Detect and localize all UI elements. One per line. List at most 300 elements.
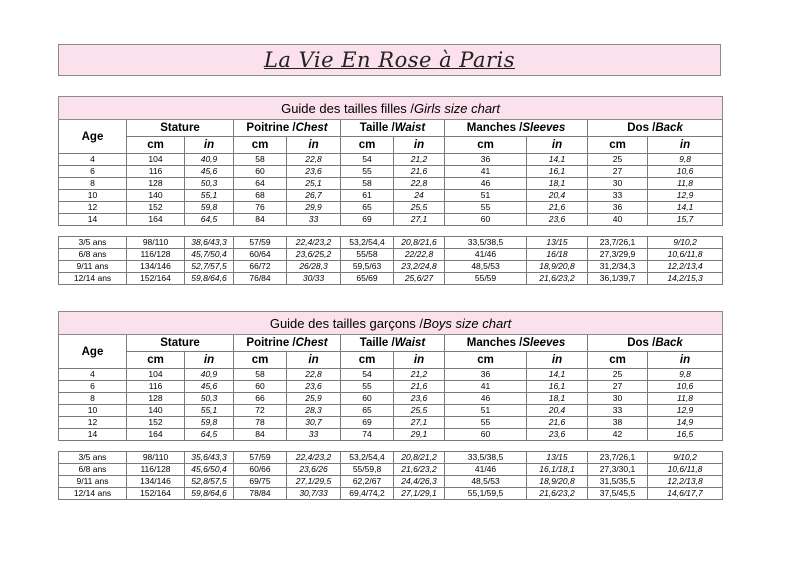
table-cell: 14,1 [527, 369, 588, 381]
header-sleeves [445, 120, 588, 137]
table-cell: 10 [59, 405, 127, 417]
table-cell: 20,4 [527, 405, 588, 417]
table-cell: 45,7/50,4 [185, 249, 234, 261]
table-cell: 28,3 [287, 405, 341, 417]
header-cm: cm [234, 137, 287, 154]
table-cell: 50,3 [185, 178, 234, 190]
table-cell: 41 [445, 381, 527, 393]
table-cell: 9/11 ans [59, 261, 127, 273]
table-cell: 72 [234, 405, 287, 417]
table-row [59, 369, 723, 381]
table-cell: 62,2/67 [341, 476, 394, 488]
table-cell: 128 [127, 393, 185, 405]
table-cell: 55/58 [341, 249, 394, 261]
table-cell: 9/10,2 [648, 237, 723, 249]
table-cell: 64 [234, 178, 287, 190]
table-cell: 27,1/29,1 [394, 488, 445, 500]
table-row [59, 476, 723, 488]
table-cell: 12,9 [648, 190, 723, 202]
header-in: in [648, 137, 723, 154]
table-cell: 55/59 [445, 273, 527, 285]
table-cell: 55/59,8 [341, 464, 394, 476]
table-cell: 76/84 [234, 273, 287, 285]
table-cell: 14,1 [648, 202, 723, 214]
table-cell: 51 [445, 190, 527, 202]
table-cell: 61 [341, 190, 394, 202]
table-cell: 66 [234, 393, 287, 405]
table-cell: 9,8 [648, 369, 723, 381]
header-back-fr: Dos / [627, 337, 656, 349]
table-cell: 164 [127, 429, 185, 441]
table-cell: 12,2/13,8 [648, 476, 723, 488]
table-cell: 31,2/34,3 [588, 261, 648, 273]
table-cell: 140 [127, 190, 185, 202]
table-cell: 23,7/26,1 [588, 237, 648, 249]
chart-title-fr: Guide des tailles garçons / [269, 315, 424, 331]
table-cell: 33 [588, 190, 648, 202]
table-cell: 8 [59, 178, 127, 190]
table-cell: 27,3/30,1 [588, 464, 648, 476]
table-cell: 78 [234, 417, 287, 429]
header-back-en: Back [655, 122, 683, 134]
table-cell: 69 [341, 417, 394, 429]
table-cell: 55,1 [185, 190, 234, 202]
table-cell: 25,9 [287, 393, 341, 405]
table-cell: 16,5 [648, 429, 723, 441]
table-cell: 134/146 [127, 476, 185, 488]
header-waist-fr: Taille / [359, 122, 395, 134]
boys-size-chart [58, 311, 723, 500]
table-cell: 23,6 [394, 393, 445, 405]
table-row [59, 488, 723, 500]
header-chest-en: Chest [295, 337, 328, 349]
table-cell: 55 [445, 417, 527, 429]
header-in: in [527, 137, 588, 154]
table-cell: 18,9/20,8 [527, 261, 588, 273]
header-in: in [287, 352, 341, 369]
table-row [59, 464, 723, 476]
table-cell: 152/164 [127, 273, 185, 285]
table-row [59, 178, 723, 190]
table-cell: 40,9 [185, 369, 234, 381]
table-row [59, 166, 723, 178]
table-row [59, 429, 723, 441]
header-cm: cm [445, 137, 527, 154]
table-cell: 18,1 [527, 178, 588, 190]
table-cell: 48,5/53 [445, 261, 527, 273]
table-cell: 64,5 [185, 214, 234, 226]
table-cell: 12 [59, 417, 127, 429]
table-cell: 38,6/43,3 [185, 237, 234, 249]
table-cell: 59,8 [185, 202, 234, 214]
header-chest [234, 335, 341, 352]
table-cell: 14,1 [527, 154, 588, 166]
table-cell: 60 [234, 166, 287, 178]
chart-title [59, 312, 723, 335]
table-cell: 18,1 [527, 393, 588, 405]
table-cell: 15,7 [648, 214, 723, 226]
table-cell: 25,1 [287, 178, 341, 190]
table-cell: 20,4 [527, 190, 588, 202]
table-cell: 60 [234, 381, 287, 393]
table-cell: 36,1/39,7 [588, 273, 648, 285]
table-cell: 128 [127, 178, 185, 190]
header-chest-fr: Poitrine / [246, 337, 296, 349]
table-cell: 152 [127, 202, 185, 214]
table-cell: 20,8/21,6 [394, 237, 445, 249]
table-cell: 13/15 [527, 452, 588, 464]
header-cm: cm [445, 352, 527, 369]
table-cell: 33 [287, 429, 341, 441]
table-cell: 104 [127, 154, 185, 166]
header-waist [341, 335, 445, 352]
table-cell: 22/22,8 [394, 249, 445, 261]
table-cell: 60 [445, 214, 527, 226]
table-row [59, 393, 723, 405]
table-cell: 48,5/53 [445, 476, 527, 488]
header-in: in [287, 137, 341, 154]
header-sleeves-en: Sleeves [522, 337, 566, 349]
table-cell: 21,6/23,2 [527, 488, 588, 500]
table-cell: 31,5/35,5 [588, 476, 648, 488]
table-cell: 12,9 [648, 405, 723, 417]
table-cell: 30 [588, 178, 648, 190]
table-cell: 6/8 ans [59, 249, 127, 261]
table-cell: 10,6/11,8 [648, 249, 723, 261]
table-cell: 16,1/18,1 [527, 464, 588, 476]
table-cell: 52,7/57,5 [185, 261, 234, 273]
table-cell: 14,9 [648, 417, 723, 429]
table-cell: 69,4/74,2 [341, 488, 394, 500]
table-cell: 55,1 [185, 405, 234, 417]
table-cell: 54 [341, 154, 394, 166]
table-cell: 11,8 [648, 393, 723, 405]
table-cell: 29,9 [287, 202, 341, 214]
spacer [59, 441, 723, 452]
table-row [59, 452, 723, 464]
table-row [59, 381, 723, 393]
table-row [59, 202, 723, 214]
table-cell: 23,6 [287, 381, 341, 393]
table-cell: 58 [234, 154, 287, 166]
table-cell: 40 [588, 214, 648, 226]
table-cell: 22,4/23,2 [287, 237, 341, 249]
table-cell: 51 [445, 405, 527, 417]
table-row [59, 261, 723, 273]
table-cell: 58 [341, 178, 394, 190]
table-cell: 134/146 [127, 261, 185, 273]
table-cell: 29,1 [394, 429, 445, 441]
table-cell: 4 [59, 369, 127, 381]
header-waist-en: Waist [394, 337, 426, 349]
table-cell: 152/164 [127, 488, 185, 500]
table-cell: 65/69 [341, 273, 394, 285]
header-in: in [527, 352, 588, 369]
table-cell: 9,8 [648, 154, 723, 166]
header-back [588, 120, 723, 137]
table-cell: 25,6/27 [394, 273, 445, 285]
table-cell: 59,5/63 [341, 261, 394, 273]
table-cell: 59,8 [185, 417, 234, 429]
table-cell: 68 [234, 190, 287, 202]
table-cell: 25,5 [394, 202, 445, 214]
table-cell: 21,2 [394, 369, 445, 381]
header-age: Age [59, 335, 127, 369]
table-cell: 33,5/38,5 [445, 237, 527, 249]
table-cell: 36 [445, 154, 527, 166]
header-in: in [394, 352, 445, 369]
chart-title-en: Girls size chart [414, 100, 500, 116]
table-cell: 65 [341, 405, 394, 417]
table-cell: 24 [394, 190, 445, 202]
table-cell: 33,5/38,5 [445, 452, 527, 464]
table-cell: 40,9 [185, 154, 234, 166]
table-cell: 55 [445, 202, 527, 214]
table-cell: 6/8 ans [59, 464, 127, 476]
header-in: in [648, 352, 723, 369]
table-cell: 55 [341, 381, 394, 393]
table-cell: 12/14 ans [59, 273, 127, 285]
girls-size-chart [58, 96, 723, 285]
header-in: in [185, 137, 234, 154]
table-cell: 6 [59, 381, 127, 393]
table-cell: 21,2 [394, 154, 445, 166]
table-cell: 14,6/17,7 [648, 488, 723, 500]
table-cell: 74 [341, 429, 394, 441]
table-cell: 16/18 [527, 249, 588, 261]
table-row [59, 190, 723, 202]
table-cell: 33 [287, 214, 341, 226]
table-cell: 10,6 [648, 381, 723, 393]
table-cell: 50,3 [185, 393, 234, 405]
table-cell: 10,6/11,8 [648, 464, 723, 476]
header-chest-en: Chest [295, 122, 328, 134]
table-row [59, 214, 723, 226]
header-stature: Stature [127, 335, 234, 352]
table-cell: 26/28,3 [287, 261, 341, 273]
table-cell: 23,6 [527, 429, 588, 441]
table-cell: 84 [234, 214, 287, 226]
table-cell: 4 [59, 154, 127, 166]
header-sleeves-fr: Manches / [466, 337, 523, 349]
table-cell: 60 [445, 429, 527, 441]
chart-title [59, 97, 723, 120]
table-cell: 55 [341, 166, 394, 178]
table-cell: 14 [59, 214, 127, 226]
header-back-en: Back [655, 337, 683, 349]
table-cell: 27,1 [394, 214, 445, 226]
table-cell: 54 [341, 369, 394, 381]
table-cell: 20,8/21,2 [394, 452, 445, 464]
table-cell: 18,9/20,8 [527, 476, 588, 488]
header-back-fr: Dos / [627, 122, 656, 134]
header-sleeves-en: Sleeves [522, 122, 566, 134]
header-in: in [185, 352, 234, 369]
table-cell: 21,6/23,2 [527, 273, 588, 285]
table-cell: 27,3/29,9 [588, 249, 648, 261]
table-cell: 58 [234, 369, 287, 381]
header-waist [341, 120, 445, 137]
table-cell: 140 [127, 405, 185, 417]
spacer [59, 226, 723, 237]
header-cm: cm [127, 352, 185, 369]
table-cell: 22,4/23,2 [287, 452, 341, 464]
header-back [588, 335, 723, 352]
table-cell: 27,1/29,5 [287, 476, 341, 488]
table-cell: 45,6/50,4 [185, 464, 234, 476]
table-cell: 36 [588, 202, 648, 214]
table-cell: 41/46 [445, 249, 527, 261]
table-cell: 104 [127, 369, 185, 381]
table-cell: 78/84 [234, 488, 287, 500]
header-age: Age [59, 120, 127, 154]
header-cm: cm [234, 352, 287, 369]
table-cell: 22,8 [287, 369, 341, 381]
table-cell: 59,8/64,6 [185, 488, 234, 500]
table-cell: 37,5/45,5 [588, 488, 648, 500]
table-cell: 12/14 ans [59, 488, 127, 500]
table-cell: 46 [445, 178, 527, 190]
chart-title-fr: Guide des tailles filles / [281, 100, 415, 116]
table-cell: 16,1 [527, 166, 588, 178]
table-cell: 23,6 [287, 166, 341, 178]
table-cell: 23,6/25,2 [287, 249, 341, 261]
table-cell: 69 [341, 214, 394, 226]
table-cell: 53,2/54,4 [341, 452, 394, 464]
table-cell: 27 [588, 381, 648, 393]
table-cell: 66/72 [234, 261, 287, 273]
table-cell: 30/33 [287, 273, 341, 285]
table-cell: 98/110 [127, 237, 185, 249]
table-cell: 98/110 [127, 452, 185, 464]
table-cell: 10,6 [648, 166, 723, 178]
table-cell: 35,6/43,3 [185, 452, 234, 464]
table-cell: 65 [341, 202, 394, 214]
table-cell: 21,6 [527, 417, 588, 429]
table-cell: 30,7/33 [287, 488, 341, 500]
table-row [59, 237, 723, 249]
table-cell: 76 [234, 202, 287, 214]
table-row [59, 405, 723, 417]
table-cell: 25,5 [394, 405, 445, 417]
table-cell: 41/46 [445, 464, 527, 476]
table-cell: 30,7 [287, 417, 341, 429]
table-cell: 9/11 ans [59, 476, 127, 488]
table-cell: 64,5 [185, 429, 234, 441]
table-cell: 13/15 [527, 237, 588, 249]
table-cell: 23,6 [527, 214, 588, 226]
table-cell: 23,6/26 [287, 464, 341, 476]
table-cell: 16,1 [527, 381, 588, 393]
table-cell: 69/75 [234, 476, 287, 488]
table-cell: 60/66 [234, 464, 287, 476]
header-cm: cm [341, 137, 394, 154]
table-cell: 14 [59, 429, 127, 441]
table-cell: 22,8 [394, 178, 445, 190]
table-cell: 60/64 [234, 249, 287, 261]
header-in: in [394, 137, 445, 154]
table-cell: 53,2/54,4 [341, 237, 394, 249]
brand-title: La Vie En Rose à Paris [263, 48, 516, 72]
table-cell: 12,2/13,4 [648, 261, 723, 273]
table-cell: 55,1/59,5 [445, 488, 527, 500]
table-cell: 116/128 [127, 464, 185, 476]
table-cell: 45,6 [185, 381, 234, 393]
table-cell: 36 [445, 369, 527, 381]
table-row [59, 417, 723, 429]
table-cell: 41 [445, 166, 527, 178]
table-cell: 21,6/23,2 [394, 464, 445, 476]
table-cell: 8 [59, 393, 127, 405]
table-cell: 11,8 [648, 178, 723, 190]
header-waist-en: Waist [394, 122, 426, 134]
table-cell: 116 [127, 166, 185, 178]
table-cell: 3/5 ans [59, 237, 127, 249]
table-cell: 6 [59, 166, 127, 178]
header-chest [234, 120, 341, 137]
table-cell: 14,2/15,3 [648, 273, 723, 285]
table-cell: 21,6 [527, 202, 588, 214]
table-cell: 25 [588, 369, 648, 381]
table-cell: 27 [588, 166, 648, 178]
header-chest-fr: Poitrine / [246, 122, 296, 134]
table-cell: 25 [588, 154, 648, 166]
table-cell: 21,6 [394, 381, 445, 393]
table-cell: 9/10,2 [648, 452, 723, 464]
table-cell: 164 [127, 214, 185, 226]
table-cell: 116/128 [127, 249, 185, 261]
header-cm: cm [588, 137, 648, 154]
table-cell: 152 [127, 417, 185, 429]
table-cell: 22,8 [287, 154, 341, 166]
table-cell: 52,8/57,5 [185, 476, 234, 488]
table-cell: 42 [588, 429, 648, 441]
table-cell: 3/5 ans [59, 452, 127, 464]
table-cell: 23,7/26,1 [588, 452, 648, 464]
table-cell: 21,6 [394, 166, 445, 178]
table-row [59, 273, 723, 285]
table-cell: 27,1 [394, 417, 445, 429]
table-cell: 12 [59, 202, 127, 214]
brand-banner [58, 44, 721, 76]
table-cell: 84 [234, 429, 287, 441]
chart-title-en: Boys size chart [423, 315, 512, 331]
table-cell: 60 [341, 393, 394, 405]
table-cell: 24,4/26,3 [394, 476, 445, 488]
table-cell: 33 [588, 405, 648, 417]
header-stature: Stature [127, 120, 234, 137]
table-cell: 26,7 [287, 190, 341, 202]
table-cell: 38 [588, 417, 648, 429]
table-cell: 30 [588, 393, 648, 405]
table-cell: 46 [445, 393, 527, 405]
table-cell: 57/59 [234, 237, 287, 249]
header-sleeves [445, 335, 588, 352]
header-waist-fr: Taille / [359, 337, 395, 349]
header-cm: cm [588, 352, 648, 369]
table-cell: 116 [127, 381, 185, 393]
table-cell: 45,6 [185, 166, 234, 178]
table-row [59, 249, 723, 261]
header-sleeves-fr: Manches / [466, 122, 523, 134]
header-cm: cm [127, 137, 185, 154]
header-cm: cm [341, 352, 394, 369]
table-cell: 23,2/24,8 [394, 261, 445, 273]
table-cell: 10 [59, 190, 127, 202]
table-cell: 59,8/64,6 [185, 273, 234, 285]
table-cell: 57/59 [234, 452, 287, 464]
table-row [59, 154, 723, 166]
